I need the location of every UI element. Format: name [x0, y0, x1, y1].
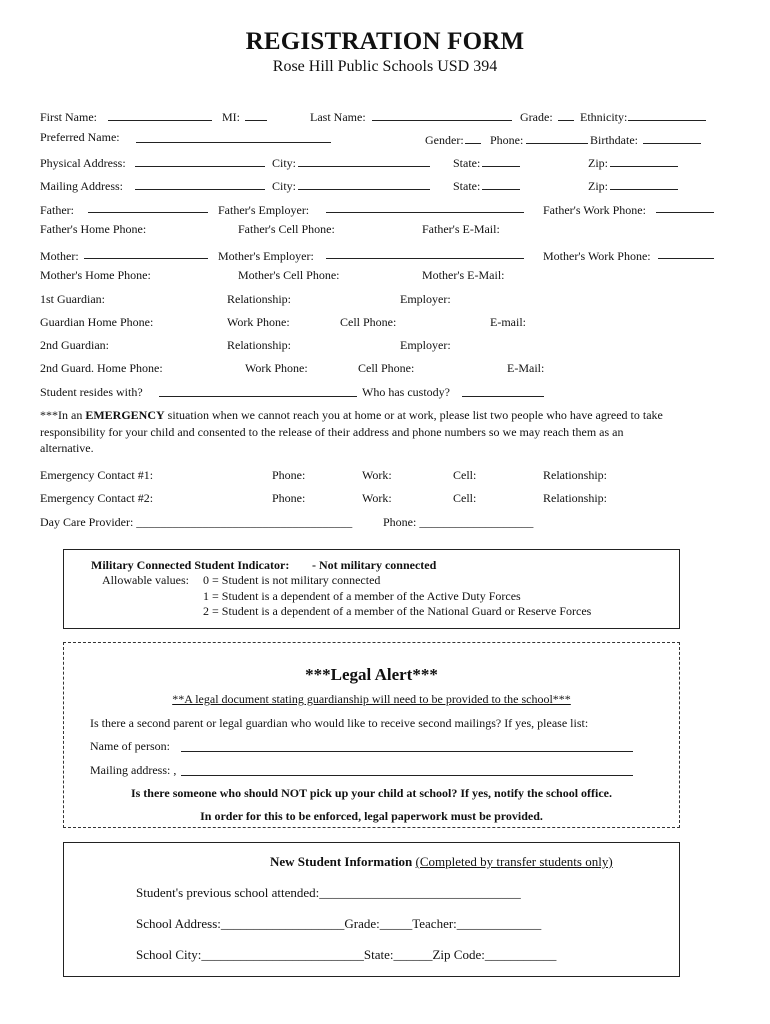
new-student-heading: New Student Information (Completed by transfer students only): [270, 854, 613, 869]
ethnicity-field[interactable]: [628, 120, 706, 121]
first-name-field[interactable]: [108, 120, 212, 121]
mailing-zip-field[interactable]: [610, 189, 678, 190]
guardian1-email-label: E-mail:: [490, 315, 526, 329]
second-parent-question: Is there a second parent or legal guardian who would like to receive second mailings? If yes, please list:: [90, 716, 589, 730]
emergency-keyword: EMERGENCY: [85, 408, 165, 422]
physical-city-label: City:: [272, 156, 297, 170]
emergency-contact2-cell-label: Cell:: [453, 491, 477, 505]
emergency-contact2-relationship-label: Relationship:: [543, 491, 607, 505]
father-work-phone-field[interactable]: [656, 212, 714, 213]
physical-address-label: Physical Address:: [40, 156, 126, 170]
mother-email-label: Mother's E-Mail:: [422, 268, 505, 282]
birthdate-label: Birthdate:: [590, 133, 638, 147]
legal-alert-box: [63, 642, 680, 828]
mailing-state-field[interactable]: [482, 189, 520, 190]
military-value-2: 2 = Student is a dependent of a member of the National Guard or Reserve Forces: [203, 604, 592, 618]
form-subtitle: Rose Hill Public Schools USD 394: [272, 58, 498, 75]
grade-label: Grade:: [520, 110, 553, 124]
guardian2-work-phone-label: Work Phone:: [245, 361, 308, 375]
guardian2-email-label: E-Mail:: [507, 361, 545, 375]
new-student-heading-note: (Completed by transfer students only): [415, 854, 613, 869]
previous-school-field[interactable]: Student's previous school attended:_______________________________: [136, 885, 521, 900]
physical-city-field[interactable]: [298, 166, 430, 167]
guardian1-home-phone-label: Guardian Home Phone:: [40, 315, 154, 329]
legal-mailing-address-label: Mailing address: ,: [90, 763, 177, 777]
mother-work-phone-label: Mother's Work Phone:: [543, 249, 651, 263]
military-indicator-value: - Not military connected: [312, 558, 437, 572]
guardian1-label: 1st Guardian:: [40, 292, 105, 306]
father-email-label: Father's E-Mail:: [422, 222, 500, 236]
mailing-state-label: State:: [453, 179, 481, 193]
school-address-field[interactable]: School Address:___________________Grade:_____Teacher:_____________: [136, 916, 542, 931]
father-employer-label: Father's Employer:: [218, 203, 310, 217]
father-home-phone-label: Father's Home Phone:: [40, 222, 147, 236]
mi-label: MI:: [222, 110, 240, 124]
birthdate-field[interactable]: [643, 143, 701, 144]
emergency-contact2-phone-label: Phone:: [272, 491, 306, 505]
physical-state-label: State:: [453, 156, 481, 170]
name-of-person-field[interactable]: [181, 751, 633, 752]
military-value-1: 1 = Student is a dependent of a member of the Active Duty Forces: [203, 589, 521, 603]
mailing-zip-label: Zip:: [588, 179, 608, 193]
father-field[interactable]: [88, 212, 208, 213]
emergency-contact1-relationship-label: Relationship:: [543, 468, 607, 482]
guardian2-relationship-label: Relationship:: [227, 338, 291, 352]
mother-home-phone-label: Mother's Home Phone:: [40, 268, 151, 282]
mailing-city-field[interactable]: [298, 189, 430, 190]
custody-field[interactable]: [462, 396, 544, 397]
guardian2-employer-label: Employer:: [400, 338, 451, 352]
enforcement-notice: In order for this to be enforced, legal paperwork must be provided.: [200, 809, 543, 823]
preferred-name-label: Preferred Name:: [40, 130, 120, 144]
guardian1-employer-label: Employer:: [400, 292, 451, 306]
father-label: Father:: [40, 203, 74, 217]
pickup-warning: Is there someone who should NOT pick up your child at school? If yes, notify the school office.: [130, 786, 613, 800]
emergency-contact2-label: Emergency Contact #2:: [40, 491, 154, 505]
preferred-name-field[interactable]: [136, 142, 331, 143]
physical-state-field[interactable]: [482, 166, 520, 167]
mother-cell-phone-label: Mother's Cell Phone:: [238, 268, 340, 282]
form-title: REGISTRATION FORM: [245, 28, 525, 55]
guardian1-cell-phone-label: Cell Phone:: [340, 315, 397, 329]
emergency-notice: ***In an EMERGENCY situation when we cannot reach you at home or at work, please list two people who have agreed to take responsibility for your child and consented to the release of their address and phone numbers so we may reach them as an alternative.: [40, 408, 663, 455]
emergency-contact1-label: Emergency Contact #1:: [40, 468, 154, 482]
mailing-city-label: City:: [272, 179, 297, 193]
guardian1-relationship-label: Relationship:: [227, 292, 291, 306]
custody-label: Who has custody?: [362, 385, 450, 399]
mother-employer-label: Mother's Employer:: [218, 249, 314, 263]
gender-field[interactable]: [465, 143, 481, 144]
military-box: [63, 549, 680, 629]
phone-field[interactable]: [526, 143, 588, 144]
mother-label: Mother:: [40, 249, 79, 263]
physical-address-field[interactable]: [135, 166, 265, 167]
mailing-address-label: Mailing Address:: [40, 179, 123, 193]
mi-field[interactable]: [245, 120, 267, 121]
father-work-phone-label: Father's Work Phone:: [543, 203, 646, 217]
ethnicity-label: Ethnicity:: [580, 110, 628, 124]
legal-mailing-address-field[interactable]: [181, 775, 633, 776]
grade-field[interactable]: [558, 120, 574, 121]
mailing-address-field[interactable]: [135, 189, 265, 190]
name-of-person-label: Name of person:: [90, 739, 170, 753]
gender-label: Gender:: [425, 133, 464, 147]
guardian1-work-phone-label: Work Phone:: [227, 315, 290, 329]
first-name-label: First Name:: [40, 110, 97, 124]
resides-with-label: Student resides with?: [40, 385, 143, 399]
emergency-contact1-work-label: Work:: [362, 468, 392, 482]
physical-zip-label: Zip:: [588, 156, 608, 170]
daycare-provider-label: Day Care Provider: ____________________________________: [40, 515, 353, 529]
military-indicator-label: Military Connected Student Indicator:: [91, 558, 290, 572]
last-name-field[interactable]: [372, 120, 512, 121]
legal-alert-note: **A legal document stating guardianship will need to be provided to the school***: [172, 692, 571, 706]
father-cell-phone-label: Father's Cell Phone:: [238, 222, 335, 236]
guardian2-cell-phone-label: Cell Phone:: [358, 361, 415, 375]
resides-with-field[interactable]: [159, 396, 357, 397]
emergency-contact1-cell-label: Cell:: [453, 468, 477, 482]
daycare-phone-label: Phone: ___________________: [383, 515, 534, 529]
last-name-label: Last Name:: [310, 110, 366, 124]
guardian2-label: 2nd Guardian:: [40, 338, 109, 352]
mother-employer-field[interactable]: [326, 258, 524, 259]
emergency-contact2-work-label: Work:: [362, 491, 392, 505]
emergency-contact1-phone-label: Phone:: [272, 468, 306, 482]
legal-alert-title: ***Legal Alert***: [305, 665, 438, 684]
military-value-0: 0 = Student is not military connected: [203, 573, 381, 587]
physical-zip-field[interactable]: [610, 166, 678, 167]
allowable-values-label: Allowable values:: [102, 573, 189, 587]
guardian2-home-phone-label: 2nd Guard. Home Phone:: [40, 361, 163, 375]
mother-work-phone-field[interactable]: [658, 258, 714, 259]
mother-field[interactable]: [84, 258, 208, 259]
father-employer-field[interactable]: [326, 212, 524, 213]
school-city-field[interactable]: School City:_________________________State:______Zip Code:___________: [136, 947, 557, 962]
phone-label: Phone:: [490, 133, 524, 147]
new-student-box: [63, 842, 680, 977]
